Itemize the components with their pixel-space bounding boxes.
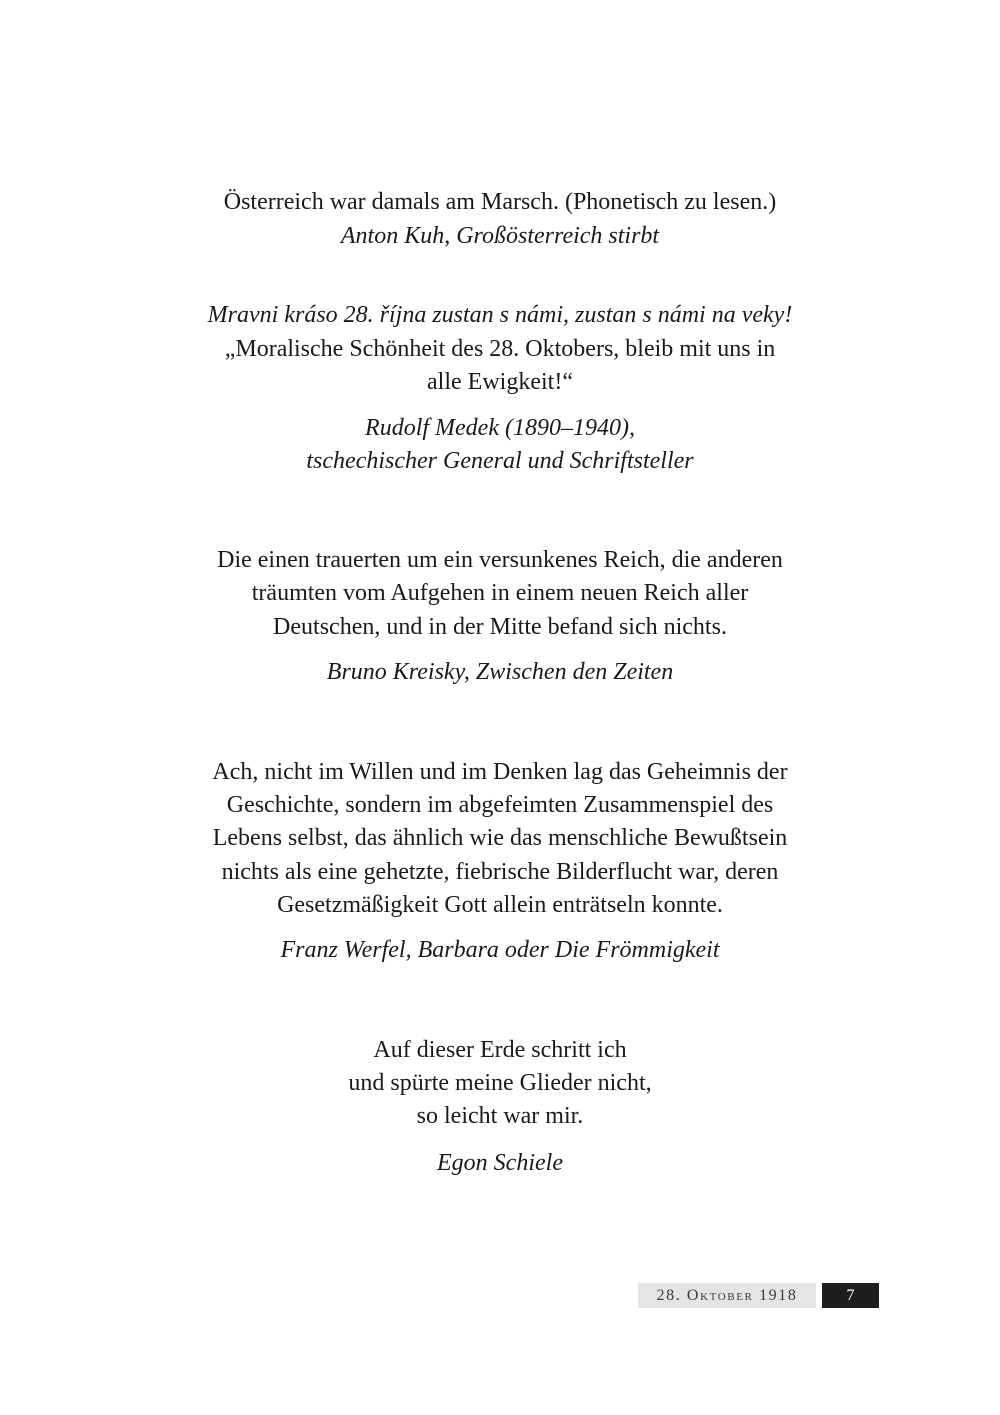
quote-2-attribution-1: Rudolf Medek (1890–1940), xyxy=(365,415,635,441)
quote-5-line-2: und spürte meine Glieder nicht, xyxy=(348,1070,652,1096)
quote-4-line-4: nichts als eine gehetzte, fiebrische Bilderflucht war, deren xyxy=(221,859,779,885)
quote-4-line-1: Ach, nicht im Willen und im Denken lag das Geheimnis der xyxy=(212,759,788,785)
running-footer-title: 28. Oktober 1918 xyxy=(638,1283,816,1308)
quote-3-line-3: Deutschen, und in der Mitte befand sich nichts. xyxy=(273,614,727,640)
quote-4-line-2: Geschichte, sondern im abgefeimten Zusammenspiel des xyxy=(226,792,774,818)
quote-1-line-1: Österreich war damals am Marsch. (Phonetisch zu lesen.) xyxy=(223,189,777,215)
quote-3-attribution: Bruno Kreisky, Zwischen den Zeiten xyxy=(326,659,674,685)
quote-4-line-5: Gesetzmäßigkeit Gott allein enträtseln konnte. xyxy=(277,892,723,918)
quote-4-line-3: Lebens selbst, das ähnlich wie das menschliche Bewußtsein xyxy=(212,825,788,851)
quote-1-attribution: Anton Kuh, Großösterreich stirbt xyxy=(340,223,660,249)
quote-2-line-2: alle Ewigkeit!“ xyxy=(427,369,573,395)
page-number: 7 xyxy=(822,1283,879,1308)
quote-2-line-1: „Moralische Schönheit des 28. Oktobers, bleib mit uns in xyxy=(224,336,776,362)
quote-2-original: Mravni kráso 28. října zustan s námi, zustan s námi na veky! xyxy=(207,302,793,328)
quote-5-attribution: Egon Schiele xyxy=(437,1150,563,1176)
quote-3-line-2: träumten vom Aufgehen in einem neuen Reich aller xyxy=(251,580,749,606)
quote-4-attribution: Franz Werfel, Barbara oder Die Frömmigkeit xyxy=(280,937,720,963)
quote-2-attribution-2: tschechischer General und Schriftsteller xyxy=(306,448,694,474)
quote-5-line-1: Auf dieser Erde schritt ich xyxy=(373,1037,627,1063)
quote-5-line-3: so leicht war mir. xyxy=(416,1103,584,1129)
quote-3-line-1: Die einen trauerten um ein versunkenes Reich, die anderen xyxy=(217,547,783,573)
